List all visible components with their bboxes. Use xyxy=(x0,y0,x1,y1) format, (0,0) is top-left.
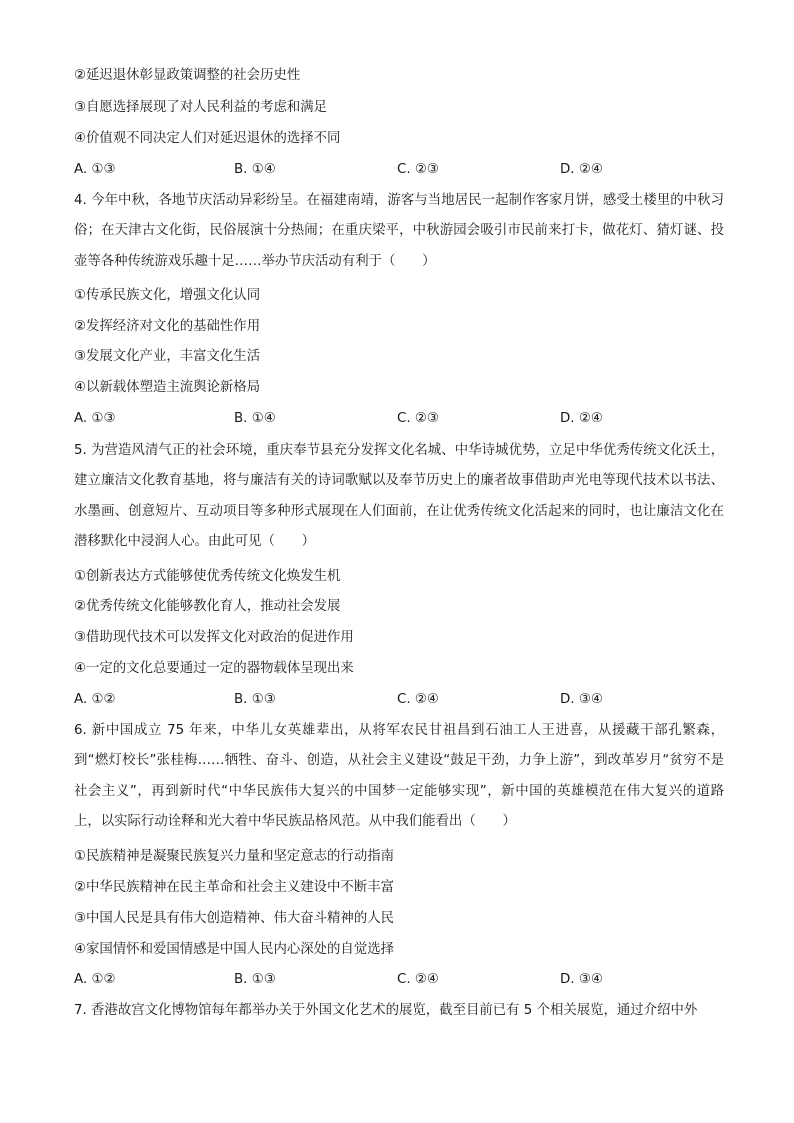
q5-statement-4: ④一定的文化总要通过一定的器物载体呈现出来 xyxy=(74,661,354,676)
q6-option-a[interactable]: A. ①② xyxy=(74,972,116,987)
q5-statement-2: ②优秀传统文化能够教化育人，推动社会发展 xyxy=(74,599,341,614)
q5-option-c[interactable]: C. ②④ xyxy=(397,692,439,707)
q4-statement-3: ③发展文化产业，丰富文化生活 xyxy=(74,349,261,364)
q4-statement-1: ①传承民族文化，增强文化认同 xyxy=(74,288,261,303)
q5-stem: 5. 为营造风清气正的社会环境，重庆奉节县充分发挥文化名城、中华诗城优势，立足中华优秀传统文化沃土，建立廉洁文化教育基地，将与廉洁有关的诗词歌赋以及奉节历史上的廉者故事借助声光电等现代技术以书法、水墨画、创意短片、互动项目等多种形式展现在人们面前，在让优秀传统文化活起来的同时，也让廉洁文化在潜移默化中浸润人心。由此可见（ ） xyxy=(74,443,724,550)
q4-stem: 4. 今年中秋，各地节庆活动异彩纷呈。在福建南靖，游客与当地居民一起制作客家月饼，感受土楼里的中秋习俗；在天津古文化街，民俗展演十分热闹；在重庆梁平，中秋游园会吸引市民前来打卡，做花灯、猜灯谜、投壶等各种传统游戏乐趣十足……举办节庆活动有利于（ ） xyxy=(74,193,724,269)
q3-statement-4: ④价值观不同决定人们对延迟退休的选择不同 xyxy=(74,131,341,146)
q6-statement-4: ④家国情怀和爱国情感是中国人民内心深处的自觉选择 xyxy=(74,942,394,957)
q5-option-a[interactable]: A. ①② xyxy=(74,692,116,707)
q6-option-c[interactable]: C. ②④ xyxy=(397,972,439,987)
q5-options xyxy=(74,690,724,710)
q3-statement-2: ②延迟退休彰显政策调整的社会历史性 xyxy=(74,68,301,83)
q5-statement-1: ①创新表达方式能够使优秀传统文化焕发生机 xyxy=(74,569,341,584)
q4-option-b[interactable]: B. ①④ xyxy=(234,411,276,426)
q4-statement-2: ②发挥经济对文化的基础性作用 xyxy=(74,319,261,334)
q5-option-b[interactable]: B. ①③ xyxy=(234,692,276,707)
q5-statement-3: ③借助现代技术可以发挥文化对政治的促进作用 xyxy=(74,630,354,645)
q6-statement-1: ①民族精神是凝聚民族复兴力量和坚定意志的行动指南 xyxy=(74,849,394,864)
q6-stem: 6. 新中国成立 75 年来，中华儿女英雄辈出，从将军农民甘祖昌到石油工人王进喜，从援藏干部孔繁森，到“燃灯校长”张桂梅……牺牲、奋斗、创造，从社会主义建设“鼓足干劲，力争上游”，到改革岁月“贫穷不是社会主义”，再到新时代“中华民族伟大复兴的中国梦一定能够实现”，新中国的英雄模范在伟大复兴的道路上，以实际行动诠释和光大着中华民族品格风范。从中我们能看出（ ） xyxy=(74,723,724,830)
q4-option-a[interactable]: A. ①③ xyxy=(74,411,116,426)
q3-options xyxy=(74,160,724,180)
q3-statement-3: ③自愿选择展现了对人民利益的考虑和满足 xyxy=(74,100,328,115)
q4-option-c[interactable]: C. ②③ xyxy=(397,411,439,426)
q6-option-b[interactable]: B. ①③ xyxy=(234,972,276,987)
q4-option-d[interactable]: D. ②④ xyxy=(560,411,603,426)
q3-option-c[interactable]: C. ②③ xyxy=(397,162,439,177)
q6-options xyxy=(74,970,724,990)
q3-option-a[interactable]: A. ①③ xyxy=(74,162,116,177)
q3-option-b[interactable]: B. ①④ xyxy=(234,162,276,177)
q4-options xyxy=(74,409,724,429)
q7-stem: 7. 香港故宫文化博物馆每年都举办关于外国文化艺术的展览，截至目前已有 5 个相关展览，通过介绍中外 xyxy=(74,1003,698,1018)
q6-option-d[interactable]: D. ③④ xyxy=(560,972,603,987)
q6-statement-2: ②中华民族精神在民主革命和社会主义建设中不断丰富 xyxy=(74,880,394,895)
q4-statement-4: ④以新载体塑造主流舆论新格局 xyxy=(74,380,261,395)
q6-statement-3: ③中国人民是具有伟大创造精神、伟大奋斗精神的人民 xyxy=(74,911,394,926)
q3-option-d[interactable]: D. ②④ xyxy=(560,162,603,177)
q5-option-d[interactable]: D. ③④ xyxy=(560,692,603,707)
